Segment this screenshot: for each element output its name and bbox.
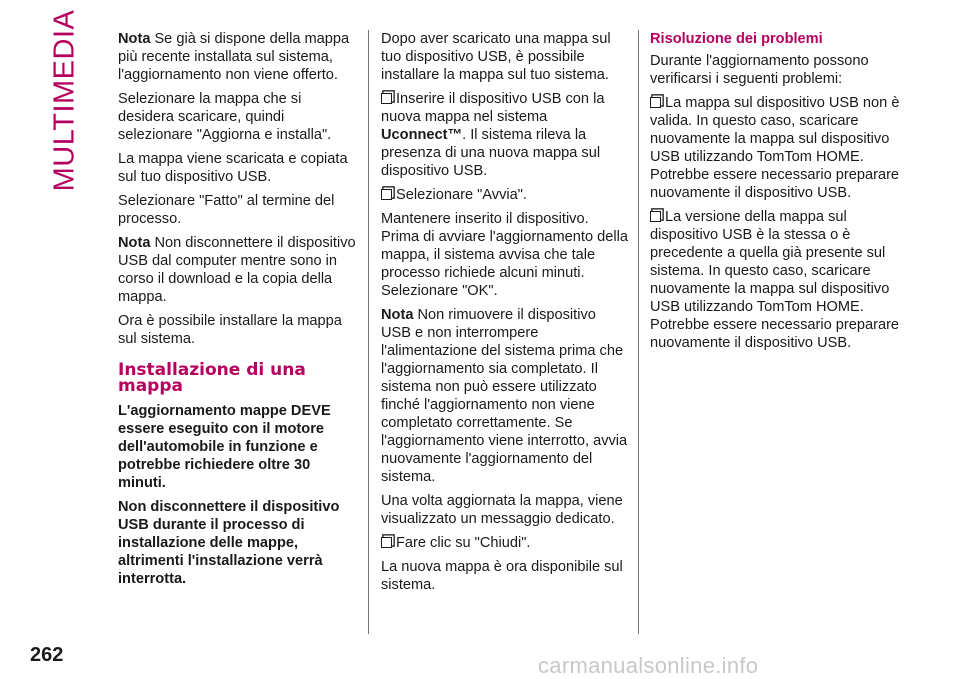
- note-label: Nota: [381, 307, 414, 323]
- problem-item: La mappa sul dispositivo USB non è valida. In questo caso, scaricare nuovamente la mappa sul dispositivo USB utilizzando TomTom HOME. Potrebbe essere necessario preparare nuovamente il dispositivo USB.: [650, 95, 900, 201]
- note-paragraph: [118, 234, 358, 306]
- watermark: carmanualsonline.info: [538, 653, 759, 678]
- warning-paragraph: Non disconnettere il dispositivo USB durante il processo di installazione delle mappe, altrimenti l'installazione verrà interrotta.: [118, 499, 340, 587]
- section-heading: Installazione di una mappa: [118, 360, 306, 396]
- page-number: 262: [30, 644, 64, 666]
- paragraph: Selezionare la mappa che si desidera scaricare, quindi selezionare "Aggiorna e installa".: [118, 91, 332, 143]
- paragraph: Selezionare "Fatto" al termine del processo.: [118, 193, 335, 227]
- column-2: [381, 30, 629, 600]
- checkbox-bullet-icon: [650, 97, 661, 108]
- step-item: Fare clic su "Chiudi".: [381, 534, 629, 552]
- column-divider: [638, 30, 639, 634]
- paragraph: Una volta aggiornata la mappa, viene visualizzato un messaggio dedicato.: [381, 493, 623, 527]
- warning-paragraph: L'aggiornamento mappe DEVE essere eseguito con il motore dell'automobile in funzione e potrebbe richiedere oltre 30 minuti.: [118, 403, 331, 491]
- note-paragraph: [381, 306, 629, 486]
- section-side-tab: [45, 9, 85, 191]
- checkbox-bullet-icon: [381, 189, 392, 200]
- note-label: Nota: [118, 235, 151, 251]
- column-divider: [368, 30, 369, 634]
- paragraph: Durante l'aggiornamento possono verificarsi i seguenti problemi:: [650, 53, 869, 87]
- note-text: Non rimuovere il dispositivo USB e non interrompere l'alimentazione del sistema prima che l'aggiornamento sia completato. Il sistema non può essere utilizzato finché l'aggiornamento non viene completato correttamente. Se l'aggiornamento viene interrotto, avvia nuovamente l'aggiornamento del sistema.: [381, 307, 628, 485]
- note-text: Non disconnettere il dispositivo USB dal computer mentre sono in corso il download e la copia della mappa.: [118, 235, 356, 305]
- step-item: Inserire il dispositivo USB con la nuova mappa nel sistema Uconnect™. Il sistema rileva la presenza di una nuova mappa sul dispositivo USB.: [381, 91, 605, 179]
- paragraph: Dopo aver scaricato una mappa sul tuo dispositivo USB, è possibile installare la mappa sul tuo sistema.: [381, 31, 611, 83]
- checkbox-bullet-icon: [650, 211, 661, 222]
- column-3: [650, 30, 900, 358]
- checkbox-bullet-icon: [381, 537, 392, 548]
- checkbox-bullet-icon: [381, 93, 392, 104]
- step-item: Selezionare "Avvia".: [381, 186, 629, 204]
- subsection-heading: Risoluzione dei problemi: [650, 31, 823, 47]
- section-title: MULTIMEDIA: [48, 9, 81, 191]
- note-text: Se già si dispone della mappa più recente installata sul sistema, l'aggiornamento non viene offerto.: [118, 31, 350, 83]
- problem-item: La versione della mappa sul dispositivo USB è la stessa o è precedente a quella già presente sul sistema. In questo caso, scaricare nuovamente la mappa sul dispositivo USB utilizzando TomTom HOME. Potrebbe essere necessario preparare nuovamente il dispositivo USB.: [650, 209, 900, 351]
- note-label: Nota: [118, 31, 151, 47]
- paragraph: Ora è possibile installare la mappa sul sistema.: [118, 313, 342, 347]
- paragraph: La nuova mappa è ora disponibile sul sistema.: [381, 559, 623, 593]
- paragraph: Mantenere inserito il dispositivo. Prima di avviare l'aggiornamento della mappa, il sistema avvisa che tale processo richiede alcuni minuti. Selezionare "OK".: [381, 211, 628, 299]
- paragraph: La mappa viene scaricata e copiata sul tuo dispositivo USB.: [118, 151, 348, 185]
- note-paragraph: [118, 30, 358, 84]
- column-1: [118, 30, 358, 594]
- product-name: Uconnect™: [381, 127, 463, 143]
